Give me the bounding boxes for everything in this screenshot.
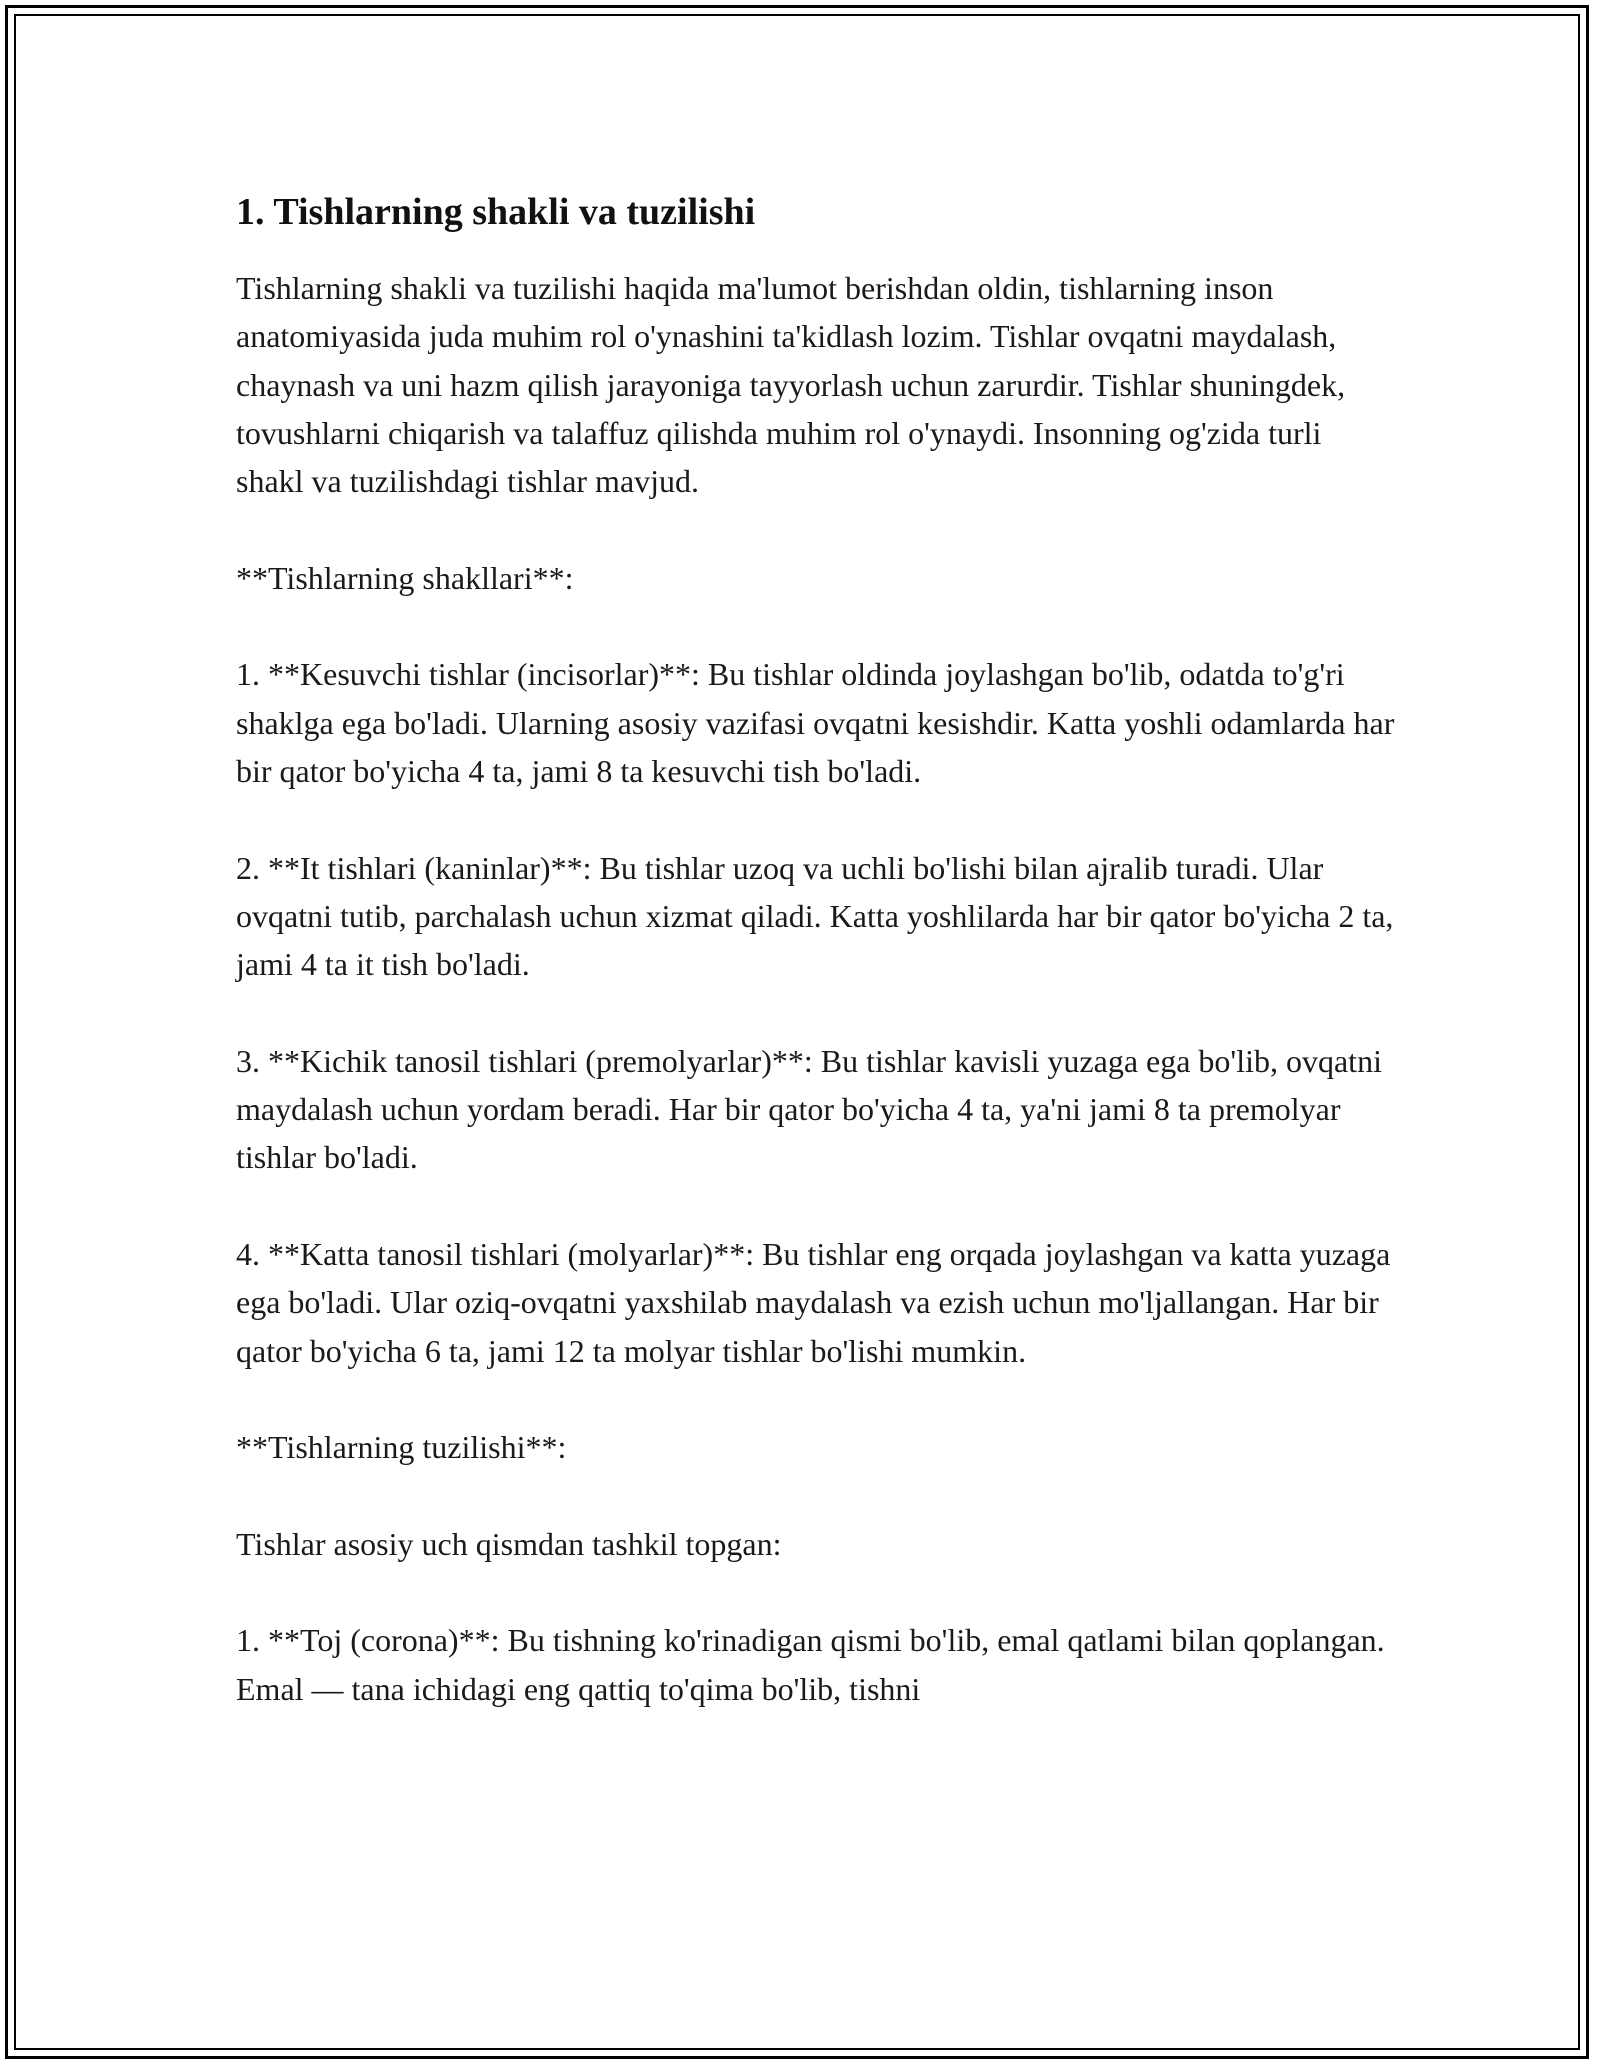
spacer bbox=[236, 505, 1396, 553]
spacer bbox=[236, 795, 1396, 843]
structure-heading: **Tishlarning tuzilishi**: bbox=[236, 1429, 567, 1466]
document-body bbox=[236, 186, 1396, 1713]
spacer bbox=[236, 1182, 1396, 1230]
spacer bbox=[236, 988, 1396, 1036]
shape-item-canines: 2. **It tishlari (kaninlar)**: Bu tishlar uzoq va uchli bo'lishi bilan ajralib turadi. Ular ovqatni tutib, parchalash uchun xizmat qiladi. Katta yoshlilarda har bir qator bo'yicha 2 ta, jami 4 ta it tish bo'ladi. bbox=[236, 849, 1394, 983]
intro-paragraph: Tishlarning shakli va tuzilishi haqida ma'lumot berishdan oldin, tishlarning inson anatomiyasida juda muhim rol o'ynashini ta'kidlash lozim. Tishlar ovqatni maydalash, chaynash va uni hazm qilish jarayoniga tayyorlash uchun zarurdir. Tishlar shuningdek, tovushlarni chiqarish va talaffuz qilishda muhim rol o'ynaydi. Insonning og'zida turli shakl va tuzilishdagi tishlar mavjud. bbox=[236, 270, 1346, 500]
structure-intro: Tishlar asosiy uch qismdan tashkil topgan: bbox=[236, 1525, 782, 1562]
shape-item-premolars: 3. **Kichik tanosil tishlari (premolyarlar)**: Bu tishlar kavisli yuzaga ega bo'lib, ovqatni maydalash uchun yordam beradi. Har bir qator bo'yicha 4 ta, ya'ni jami 8 ta premolyar tishlar bo'ladi. bbox=[236, 1042, 1382, 1176]
spacer bbox=[236, 1568, 1396, 1616]
structure-item-crown: 1. **Toj (corona)**: Bu tishning ko'rinadigan qismi bo'lib, emal qatlami bilan qoplangan. Emal — tana ichidagi eng qattiq to'qima bo'lib, tishni bbox=[236, 1622, 1385, 1707]
spacer bbox=[236, 238, 1396, 264]
shape-item-incisors: 1. **Kesuvchi tishlar (incisorlar)**: Bu tishlar oldinda joylashgan bo'lib, odatda to'g'ri shaklga ega bo'ladi. Ularning asosiy vazifasi ovqatni kesishdir. Katta yoshli odamlarda har bir qator bo'yicha 4 ta, jami 8 ta kesuvchi tish bo'ladi. bbox=[236, 656, 1395, 789]
shape-item-molars: 4. **Katta tanosil tishlari (molyarlar)**: Bu tishlar eng orqada joylashgan va katta yuzaga ega bo'ladi. Ular oziq-ovqatni yaxshilab maydalash va ezish uchun mo'ljallangan. Har bir qator bo'yicha 6 ta, jami 12 ta molyar tishlar bo'lishi mumkin. bbox=[236, 1235, 1391, 1369]
spacer bbox=[236, 1471, 1396, 1519]
spacer bbox=[236, 602, 1396, 650]
spacer bbox=[236, 1375, 1396, 1423]
shapes-heading: **Tishlarning shakllari**: bbox=[236, 559, 574, 596]
section-title: 1. Tishlarning shakli va tuzilishi bbox=[236, 191, 756, 233]
